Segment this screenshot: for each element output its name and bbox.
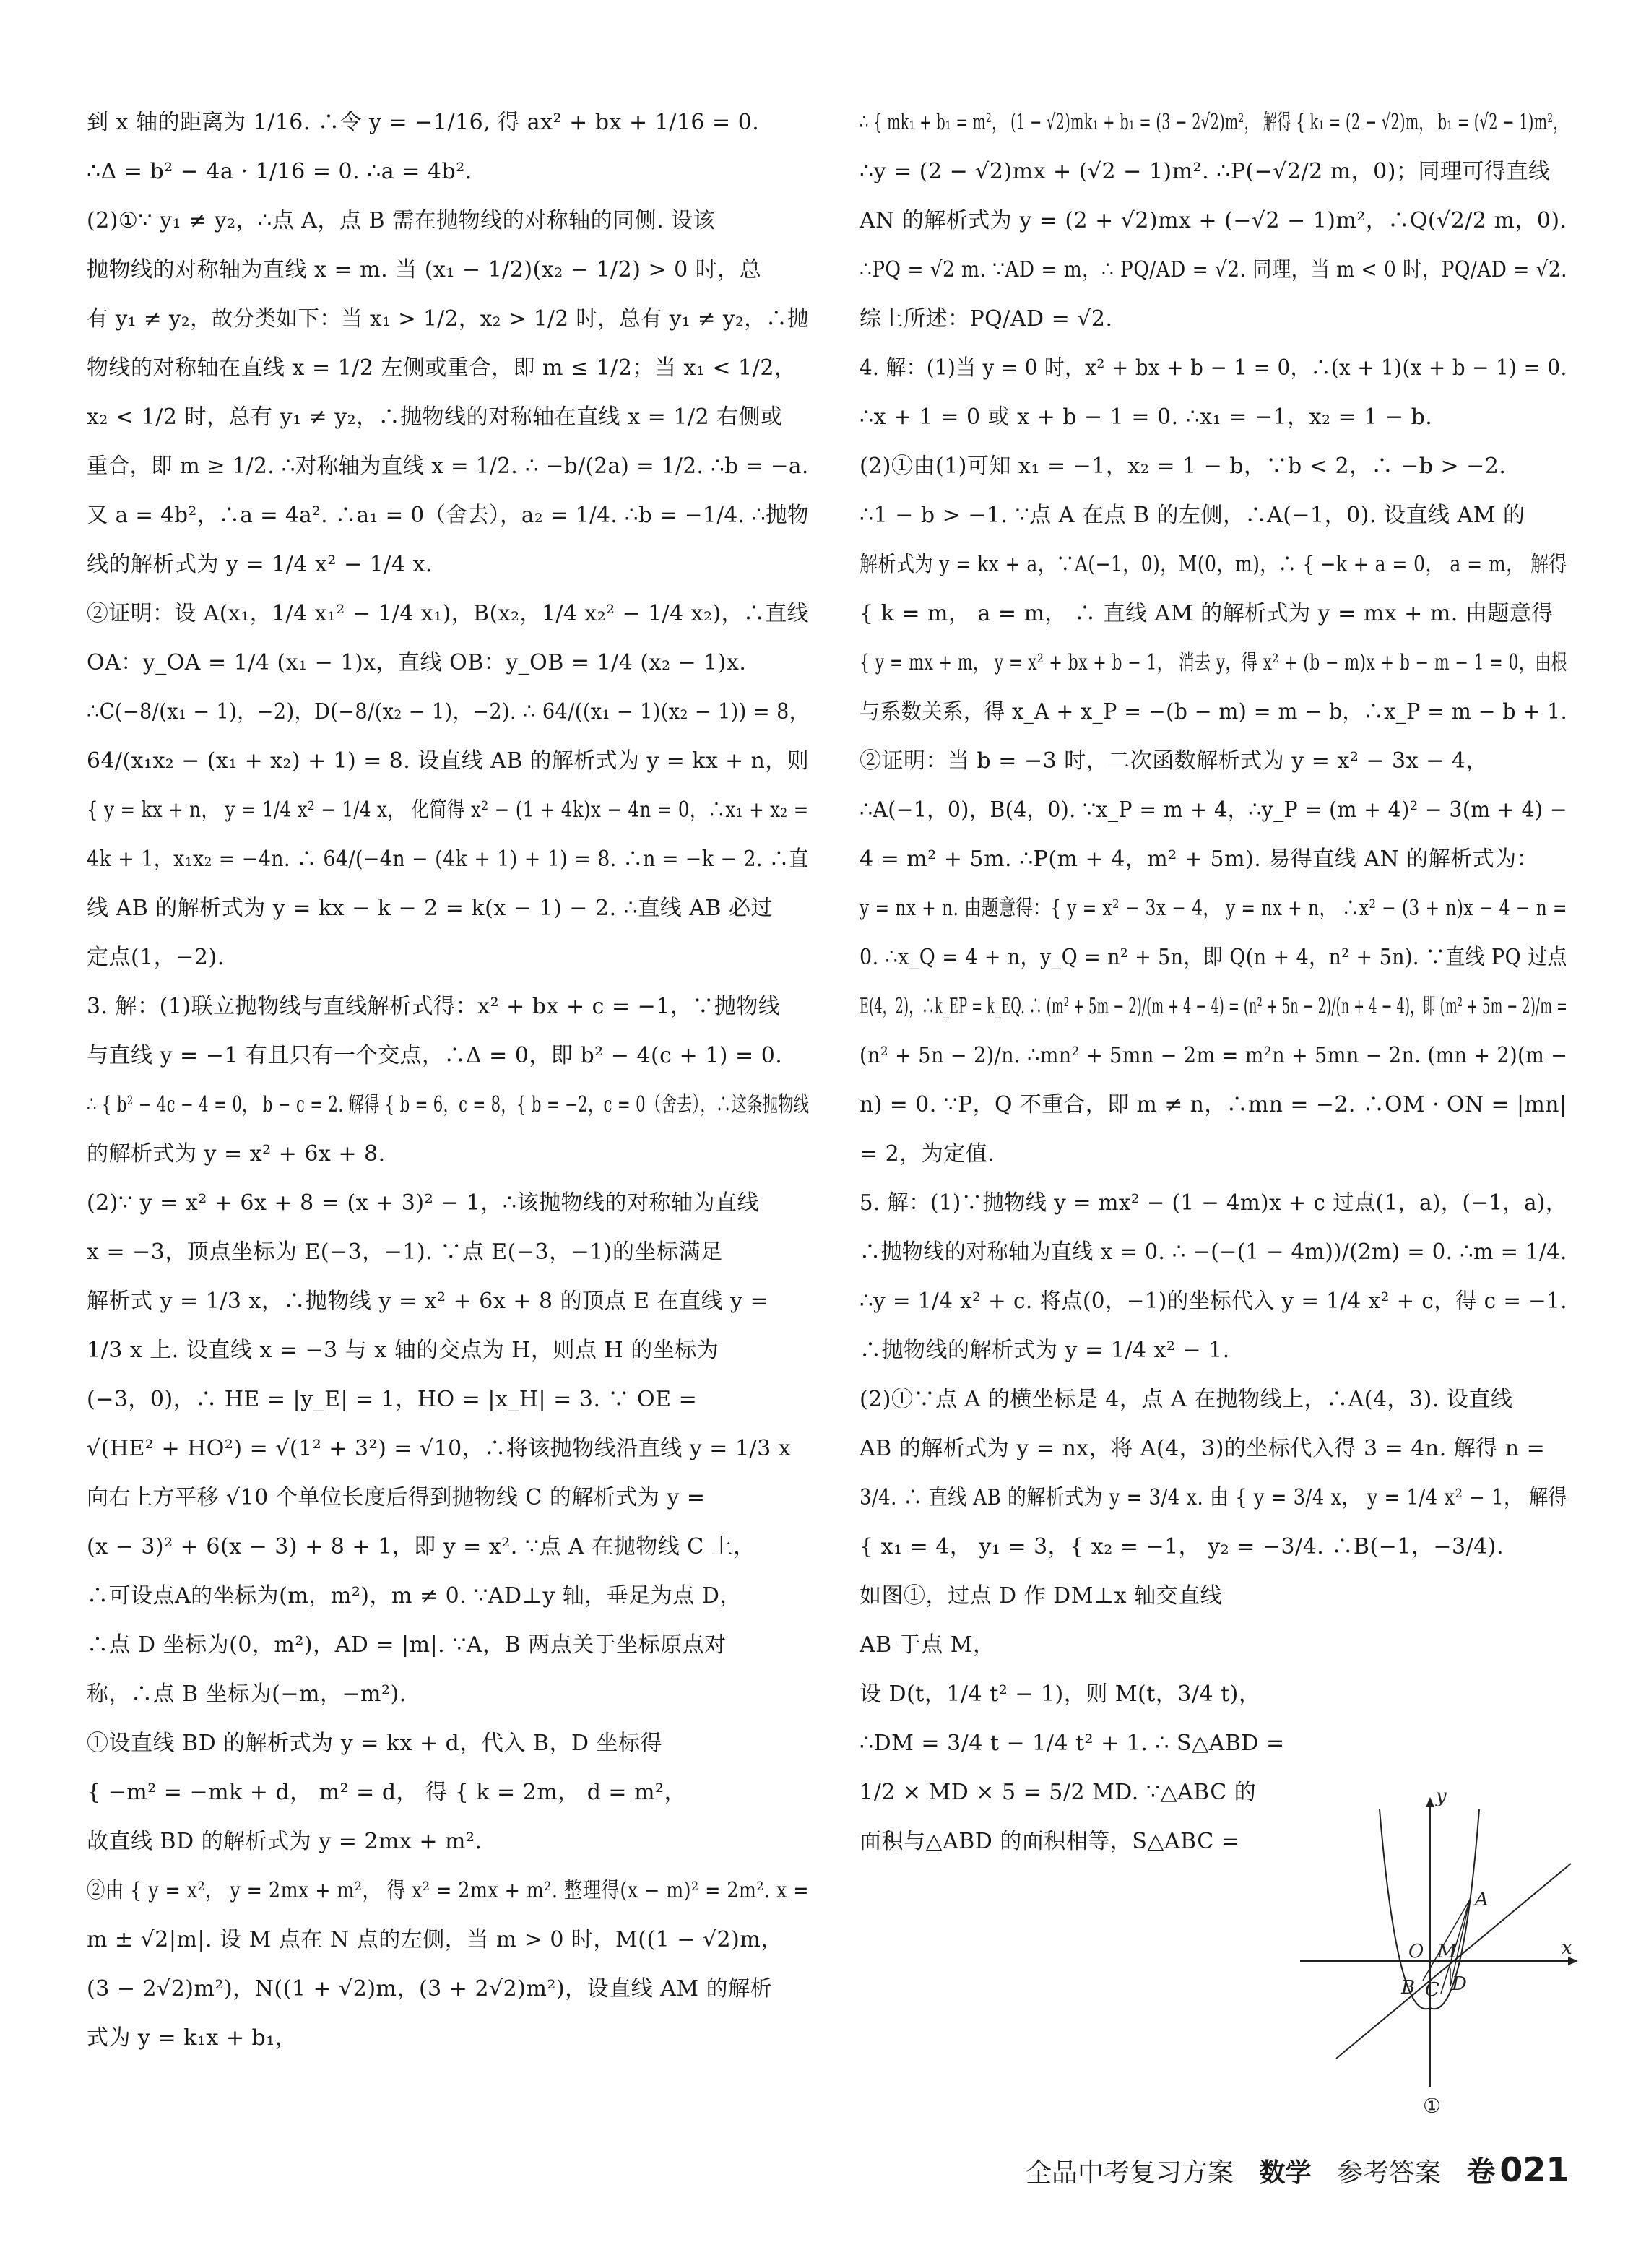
text-line: 如图①，过点 D 作 DM⊥x 轴交直线 bbox=[860, 1583, 1223, 1609]
text-line: ∴点 D 坐标为(0，m²)，AD = |m|. ∵A，B 两点关于坐标原点对 bbox=[87, 1632, 727, 1658]
text-line: 的解析式为 y = x² + 6x + 8. bbox=[87, 1141, 386, 1167]
text-line: 1/2 × MD × 5 = 5/2 MD. ∵△ABC 的 bbox=[860, 1780, 1257, 1805]
text-line: = 2，为定值. bbox=[860, 1141, 995, 1167]
text-line: 向右上方平移 √10 个单位长度后得到抛物线 C 的解析式为 y = bbox=[87, 1485, 706, 1510]
text-line: 0. ∴x_Q = 4 + n，y_Q = n² + 5n，即 Q(n + 4，n² + 5n). ∵直线 PQ 过点 bbox=[860, 945, 1567, 970]
label-c: C bbox=[1425, 1979, 1439, 2001]
text-line: ∴抛物线的解析式为 y = 1/4 x² − 1. bbox=[860, 1338, 1230, 1363]
text-line: AN 的解析式为 y = (2 + √2)mx + (−√2 − 1)m²，∴Q(√2/2 m，0). bbox=[860, 208, 1567, 233]
figure-caption: ① bbox=[1423, 2094, 1442, 2118]
text-line: 面积与△ABD 的面积相等，S△ABC = bbox=[860, 1829, 1240, 1854]
text-line: ∴ { b² − 4c − 4 = 0， b − c = 2. 解得 { b = 6，c = 8，{ b = −2，c = 0（舍去），∴这条抛物线 bbox=[87, 1092, 810, 1117]
text-line: 定点(1，−2). bbox=[87, 945, 225, 970]
text-line: ∴PQ = √2 m. ∵AD = m，∴ PQ/AD = √2. 同理，当 m < 0 时，PQ/AD = √2. bbox=[860, 257, 1567, 282]
text-line: ∴y = (2 − √2)mx + (√2 − 1)m². ∴P(−√2/2 m，0)；同理可得直线 bbox=[860, 159, 1551, 184]
text-line: 线的解析式为 y = 1/4 x² − 1/4 x. bbox=[87, 552, 433, 577]
text-line: ∴y = 1/4 x² + c. 将点(0，−1)的坐标代入 y = 1/4 x² + c，得 c = −1. bbox=[860, 1289, 1568, 1314]
text-line: (3 − 2√2)m²)，N((1 + √2)m，(3 + 2√2)m²)，设直线 AM 的解析 bbox=[87, 1976, 773, 2001]
footer-vol: 卷 bbox=[1466, 2155, 1496, 2189]
text-line: 线 AB 的解析式为 y = kx − k − 2 = k(x − 1) − 2. ∴直线 AB 必过 bbox=[87, 896, 774, 921]
text-line: 有 y₁ ≠ y₂，故分类如下：当 x₁ > 1/2，x₂ > 1/2 时，总有 y₁ ≠ y₂，∴抛 bbox=[87, 306, 809, 332]
text-line: ①设直线 BD 的解析式为 y = kx + d，代入 B，D 坐标得 bbox=[87, 1731, 663, 1756]
page-footer bbox=[1026, 2149, 1569, 2190]
text-line: ∴可设点A的坐标为(m，m²)，m ≠ 0. ∵AD⊥y 轴，垂足为点 D， bbox=[87, 1583, 742, 1609]
text-line: { k = m， a = m， ∴ 直线 AM 的解析式为 y = mx + m. 由题意得 bbox=[860, 601, 1554, 626]
text-line: ∴A(−1，0)，B(4，0). ∵x_P = m + 4，∴y_P = (m + 4)² − 3(m + 4) − bbox=[860, 797, 1568, 823]
label-b: B bbox=[1401, 1977, 1416, 1999]
text-line: 5. 解：(1)∵抛物线 y = mx² − (1 − 4m)x + c 过点(1，a)，(−1，a)， bbox=[860, 1190, 1567, 1216]
text-line: (2)①∵点 A 的横坐标是 4，点 A 在抛物线上，∴A(4，3). 设直线 bbox=[860, 1387, 1513, 1412]
label-a: A bbox=[1475, 1889, 1489, 1910]
text-line: 称，∴点 B 坐标为(−m，−m²). bbox=[87, 1681, 407, 1707]
text-line: AB 的解析式为 y = nx，将 A(4，3)的坐标代入得 3 = 4n. 解得 n = bbox=[860, 1436, 1546, 1461]
text-line: 与系数关系，得 x_A + x_P = −(b − m) = m − b，∴x_P = m − b + 1. bbox=[860, 699, 1568, 724]
text-line: √(HE² + HO²) = √(1² + 3²) = √10，∴将该抛物线沿直线 y = 1/3 x bbox=[87, 1436, 792, 1461]
text-line: 解析式为 y = kx + a，∵A(−1，0)，M(0，m)，∴ { −k + a = 0， a = m， 解得 bbox=[860, 552, 1567, 577]
text-line: 3/4. ∴ 直线 AB 的解析式为 y = 3/4 x. 由 { y = 3/4 x， y = 1/4 x² − 1， 解得 bbox=[860, 1485, 1568, 1510]
footer-book: 全品中考复习方案 bbox=[1026, 2158, 1234, 2188]
text-line: { x₁ = 4， y₁ = 3，{ x₂ = −1， y₂ = −3/4. ∴B(−1，−3/4). bbox=[860, 1534, 1504, 1559]
text-line: OA：y_OA = 1/4 (x₁ − 1)x，直线 OB：y_OB = 1/4 (x₂ − 1)x. bbox=[87, 650, 747, 675]
text-line: 4. 解：(1)当 y = 0 时，x² + bx + b − 1 = 0，∴(x + 1)(x + b − 1) = 0. bbox=[860, 355, 1567, 381]
text-line: ∴C(−8/(x₁ − 1)，−2)，D(−8/(x₂ − 1)，−2). ∴ 64/((x₁ − 1)(x₂ − 1)) = 8， bbox=[87, 699, 810, 724]
text-line: 物线的对称轴在直线 x = 1/2 左侧或重合，即 m ≤ 1/2；当 x₁ < 1/2， bbox=[87, 355, 797, 381]
label-y: y bbox=[1436, 1786, 1447, 1807]
text-line: 3. 解：(1)联立抛物线与直线解析式得：x² + bx + c = −1，∵抛物线 bbox=[87, 994, 781, 1019]
text-line: m ± √2|m|. 设 M 点在 N 点的左侧，当 m > 0 时，M((1 − √2)m， bbox=[87, 1927, 783, 1952]
text-line: (n² + 5n − 2)/n. ∴mn² + 5mn − 2m = m²n + 5mn − 2n. (mn + 2)(m − bbox=[860, 1043, 1568, 1068]
text-line: 1/3 x 上. 设直线 x = −3 与 x 轴的交点为 H，则点 H 的坐标为 bbox=[87, 1338, 719, 1363]
text-line: ∴x + 1 = 0 或 x + b − 1 = 0. ∴x₁ = −1，x₂ = 1 − b. bbox=[860, 404, 1433, 430]
text-line: (x − 3)² + 6(x − 3) + 8 + 1，即 y = x². ∵点 A 在抛物线 C 上， bbox=[87, 1534, 755, 1559]
text-line: ∴ { mk₁ + b₁ = m²， (1 − √2)mk₁ + b₁ = (3 − 2√2)m²， 解得 { k₁ = (2 − √2)m， b₁ = (√2 − 1)m²， bbox=[860, 110, 1568, 135]
text-line: { y = kx + n， y = 1/4 x² − 1/4 x， 化简得 x² − (1 + 4k)x − 4n = 0，∴x₁ + x₂ = bbox=[87, 797, 809, 823]
text-line: ②证明：设 A(x₁，1/4 x₁² − 1/4 x₁)，B(x₂，1/4 x₂² − 1/4 x₂)，∴直线 bbox=[87, 601, 809, 626]
label-m: M bbox=[1437, 1941, 1457, 1962]
text-line: 重合，即 m ≥ 1/2. ∴对称轴为直线 x = 1/2. ∴ −b/(2a) = 1/2. ∴b = −a. bbox=[87, 454, 809, 479]
text-line: ∴1 − b > −1. ∵点 A 在点 B 的左侧，∴A(−1，0). 设直线 AM 的 bbox=[860, 503, 1525, 528]
text-line: 到 x 轴的距离为 1/16. ∴令 y = −1/16, 得 ax² + bx + 1/16 = 0. bbox=[87, 110, 760, 135]
text-line: ②由 { y = x²， y = 2mx + m²， 得 x² = 2mx + m². 整理得(x − m)² = 2m². x = bbox=[87, 1878, 809, 1903]
label-d: D bbox=[1452, 1973, 1467, 1995]
footer-subject: 数学 bbox=[1259, 2158, 1312, 2188]
text-line: 4 = m² + 5m. ∴P(m + 4，m² + 5m). 易得直线 AN 的解析式为： bbox=[860, 847, 1539, 872]
text-line: AB 于点 M， bbox=[860, 1632, 995, 1658]
text-line: n) = 0. ∵P，Q 不重合，即 m ≠ n，∴mn = −2. ∴OM · ON = |mn| bbox=[860, 1092, 1567, 1117]
text-line: y = nx + n. 由题意得：{ y = x² − 3x − 4， y = nx + n， ∴x² − (3 + n)x − 4 − n = bbox=[860, 896, 1567, 921]
footer-section: 参考答案 bbox=[1336, 2158, 1441, 2188]
y-axis-arrow bbox=[1426, 1797, 1434, 1807]
text-line: x₂ < 1/2 时，总有 y₁ ≠ y₂，∴抛物线的对称轴在直线 x = 1/2 右侧或 bbox=[87, 404, 783, 430]
label-x: x bbox=[1562, 1937, 1572, 1959]
text-line: ∴抛物线的对称轴为直线 x = 0. ∴ −(−(1 − 4m))/(2m) = 0. ∴m = 1/4. bbox=[860, 1239, 1567, 1265]
text-line: 又 a = 4b²，∴a = 4a². ∴a₁ = 0（舍去），a₂ = 1/4. ∴b = −1/4. ∴抛物 bbox=[87, 503, 809, 528]
text-line: x = −3，顶点坐标为 E(−3，−1). ∵点 E(−3，−1)的坐标满足 bbox=[87, 1239, 723, 1265]
text-line: ∴DM = 3/4 t − 1/4 t² + 1. ∴ S△ABD = bbox=[860, 1731, 1285, 1756]
text-line: 与直线 y = −1 有且只有一个交点，∴Δ = 0，即 b² − 4(c + 1) = 0. bbox=[87, 1043, 783, 1068]
text-line: { −m² = −mk + d， m² = d， 得 { k = 2m， d = m²， bbox=[87, 1780, 687, 1805]
text-line: (−3，0)，∴ HE = |y_E| = 1，HO = |x_H| = 3. ∵ OE = bbox=[87, 1387, 698, 1412]
text-line: 解析式 y = 1/3 x，∴抛物线 y = x² + 6x + 8 的顶点 E 在直线 y = bbox=[87, 1289, 769, 1314]
text-line: 式为 y = k₁x + b₁， bbox=[87, 2025, 298, 2051]
text-line: 64/(x₁x₂ − (x₁ + x₂) + 1) = 8. 设直线 AB 的解析式为 y = kx + n，则 bbox=[87, 748, 810, 774]
left-column bbox=[87, 108, 809, 2073]
label-o: O bbox=[1408, 1941, 1424, 1962]
text-line: 设 D(t，1/4 t² − 1)，则 M(t，3/4 t)， bbox=[860, 1681, 1261, 1707]
text-line: (2)∵ y = x² + 6x + 8 = (x + 3)² − 1，∴该抛物线的对称轴为直线 bbox=[87, 1190, 759, 1216]
text-line: E(4，2)，∴k_EP = k_EQ. ∴ (m² + 5m − 2)/(m + 4 − 4) = (n² + 5n − 2)/(n + 4 − 4)，即 (m² + 5m − 2)/m = bbox=[860, 994, 1568, 1019]
text-line: 故直线 BD 的解析式为 y = 2mx + m². bbox=[87, 1829, 482, 1854]
right-column bbox=[860, 108, 1567, 1877]
text-line: (2)①∵ y₁ ≠ y₂，∴点 A，点 B 需在抛物线的对称轴的同侧. 设该 bbox=[87, 208, 716, 233]
text-line: ②证明：当 b = −3 时，二次函数解析式为 y = x² − 3x − 4， bbox=[860, 748, 1488, 774]
text-line: (2)①由(1)可知 x₁ = −1，x₂ = 1 − b，∵b < 2，∴ −b > −2. bbox=[860, 454, 1507, 479]
text-line: 抛物线的对称轴为直线 x = m. 当 (x₁ − 1/2)(x₂ − 1/2) > 0 时，总 bbox=[87, 257, 762, 282]
text-line: 4k + 1，x₁x₂ = −4n. ∴ 64/(−4n − (4k + 1) + 1) = 8. ∴n = −k − 2. ∴直 bbox=[87, 847, 809, 872]
text-line: ∴Δ = b² − 4a · 1/16 = 0. ∴a = 4b². bbox=[87, 159, 472, 184]
text-line: 综上所述：PQ/AD = √2. bbox=[860, 306, 1113, 332]
figure-parabola bbox=[1293, 1784, 1582, 2124]
text-line: { y = mx + m， y = x² + bx + b − 1， 消去 y，得 x² + (b − m)x + b − m − 1 = 0，由根 bbox=[860, 650, 1568, 675]
page-number: 021 bbox=[1499, 2150, 1569, 2189]
